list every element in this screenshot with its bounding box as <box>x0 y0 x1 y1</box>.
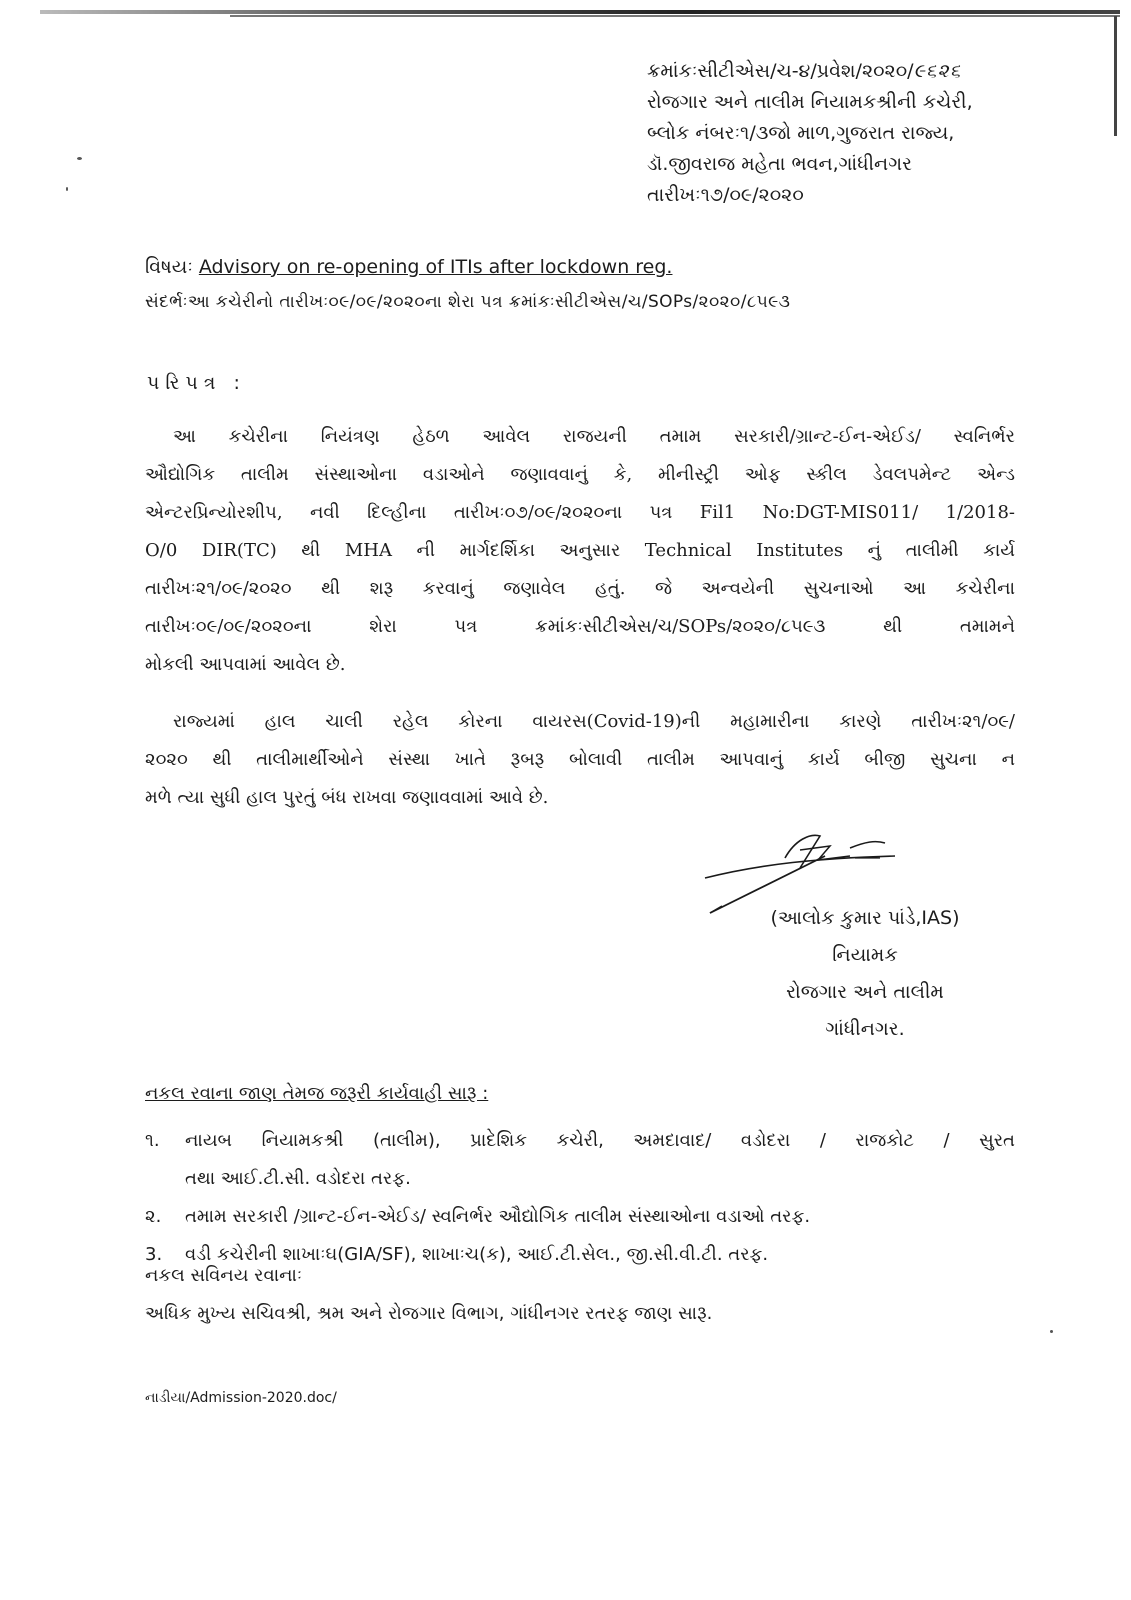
subject-label: વિષયઃ <box>145 256 193 278</box>
paragraph-line: ઔદ્યોગિક તાલીમ સંસ્થાઓના વડાઓને જણાવવાનું કે, મીનીસ્ટ્રી ઓફ સ્કીલ ડેવલપમેન્ટ એન્ડ <box>145 464 1015 485</box>
list-item-number: ૧. <box>145 1130 160 1151</box>
scan-edge-top-inner <box>230 15 1120 17</box>
reference-number-line <box>647 56 1067 87</box>
office-address: બ્લોક નંબરઃ૧/૩જો માળ,ગુજરાત રાજ્ય, <box>647 122 955 144</box>
paragraph-1 <box>145 418 1015 684</box>
signatory-name: (આલોક કુમાર પાંડે,IAS) <box>770 907 960 929</box>
subject-line <box>145 256 672 278</box>
list-item <box>145 1122 1015 1198</box>
list-item-text: વડી કચેરીની શાખાઃઘ(GIA/SF), શાખાઃચ(ક), આઈ.ટી.સેલ., જી.સી.વી.ટી. તરફ. <box>185 1244 769 1265</box>
letter-date: તારીખઃ૧૭/૦૯/૨૦૨૦ <box>647 184 804 206</box>
scan-edge-top <box>40 10 1120 14</box>
paragraph-line: તારીખઃ૨૧/૦૯/૨૦૨૦ થી શરૂ કરવાનું જણાવેલ હતું. જે અન્વયેની સુચનાઓ આ કચેરીના <box>145 578 1015 599</box>
paragraph-2 <box>145 703 1015 817</box>
copy-to-title: નકલ રવાના જાણ તેમજ જરૂરી કાર્યવાહી સારૂ : <box>145 1083 489 1104</box>
paragraph-line: મોકલી આપવામાં આવેલ છે. <box>145 654 346 675</box>
copy-humble-title: નકલ સવિનય રવાનાઃ <box>145 1265 303 1286</box>
signatory-city: ગાંધીનગર. <box>825 1018 905 1040</box>
office-name: રોજગાર અને તાલીમ નિયામકશ્રીની કચેરી, <box>647 91 973 113</box>
reference-line: સંદર્ભઃઆ કચેરીનો તારીખઃ૦૯/૦૯/૨૦૨૦ના શેરા પત્ર ક્રમાંકઃસીટીએસ/ચ/SOPs/૨૦૨૦/૮૫૯૩ <box>145 292 791 312</box>
list-item-number: 3. <box>145 1244 163 1265</box>
signatory-department: રોજગાર અને તાલીમ <box>786 981 944 1003</box>
copy-humble-text: અધિક મુખ્ય સચિવશ્રી, શ્રમ અને રોજગાર વિભાગ, ગાંધીનગર રતરફ જાણ સારૂ. <box>145 1303 713 1324</box>
signatory-designation: નિયામક <box>832 944 898 966</box>
list-item-text: નાયબ નિયામકશ્રી (તાલીમ), પ્રાદેશિક કચેરી, અમદાવાદ/ વડોદરા / રાજકોટ / સુરત <box>185 1130 1015 1151</box>
copy-to-list <box>145 1122 1015 1274</box>
office-building: ડૉ.જીવરાજ મહેતા ભવન,ગાંધીનગર <box>647 153 912 175</box>
paragraph-line: તારીખઃ૦૯/૦૯/૨૦૨૦ના શેરા પત્ર ક્રમાંકઃસીટીએસ/ચ/SOPs/૨૦૨૦/૮૫૯૩ થી તમામને <box>145 616 1015 637</box>
circular-title: પરિપત્ર : <box>147 372 246 394</box>
handwritten-number: ૯૬૨૬ <box>913 60 962 82</box>
paragraph-line: ૨૦૨૦ થી તાલીમાર્થીઓને સંસ્થા ખાતે રૂબરૂ બોલાવી તાલીમ આપવાનું કાર્ય બીજી સુચના ન <box>145 749 1015 770</box>
scan-speck <box>77 157 82 160</box>
reference-number: ક્રમાંકઃસીટીએસ/ચ-૪/પ્રવેશ/૨૦૨૦/ <box>647 60 914 82</box>
subject-text: Advisory on re-opening of ITIs after lockdown reg. <box>198 256 673 278</box>
paragraph-line: રાજ્યમાં હાલ ચાલી રહેલ કોરના વાયરસ(Covid-19)ની મહામારીના કારણે તારીખઃ૨૧/૦૯/ <box>173 711 1015 732</box>
list-item-number: ૨. <box>145 1206 162 1227</box>
paragraph-line: O/0 DIR(TC) થી MHA ની માર્ગદર્શિકા અનુસાર Technical Institutes નું તાલીમી કાર્ય <box>145 540 1015 561</box>
footer-file-path: નાડીયા/Admission-2020.doc/ <box>145 1390 337 1406</box>
list-item-text: તથા આઈ.ટી.સી. વડોદરા તરફ. <box>185 1168 411 1189</box>
signatory-block <box>735 900 995 1048</box>
scan-speck <box>1050 1330 1053 1333</box>
scan-speck <box>66 187 68 191</box>
letter-header <box>647 56 1067 211</box>
paragraph-line: મળે ત્યા સુધી હાલ પુરતું બંધ રાખવા જણાવવામાં આવે છે. <box>145 787 549 808</box>
list-item <box>145 1198 1015 1236</box>
scan-edge-right <box>1114 16 1117 136</box>
list-item-text: તમામ સરકારી /ગ્રાન્ટ-ઈન-એઈડ/ સ્વનિર્ભર ઔદ્યોગિક તાલીમ સંસ્થાઓના વડાઓ તરફ. <box>185 1206 811 1227</box>
paragraph-line: આ કચેરીના નિયંત્રણ હેઠળ આવેલ રાજયની તમામ સરકારી/ગ્રાન્ટ-ઈન-એઈડ/ સ્વનિર્ભર <box>173 426 1015 447</box>
paragraph-line: એન્ટરપ્રિન્યોરશીપ, નવી દિલ્હીના તારીખઃ૦૭/૦૯/૨૦૨૦ના પત્ર Fil1 No:DGT-MIS011/ 1/2018- <box>145 502 1015 523</box>
